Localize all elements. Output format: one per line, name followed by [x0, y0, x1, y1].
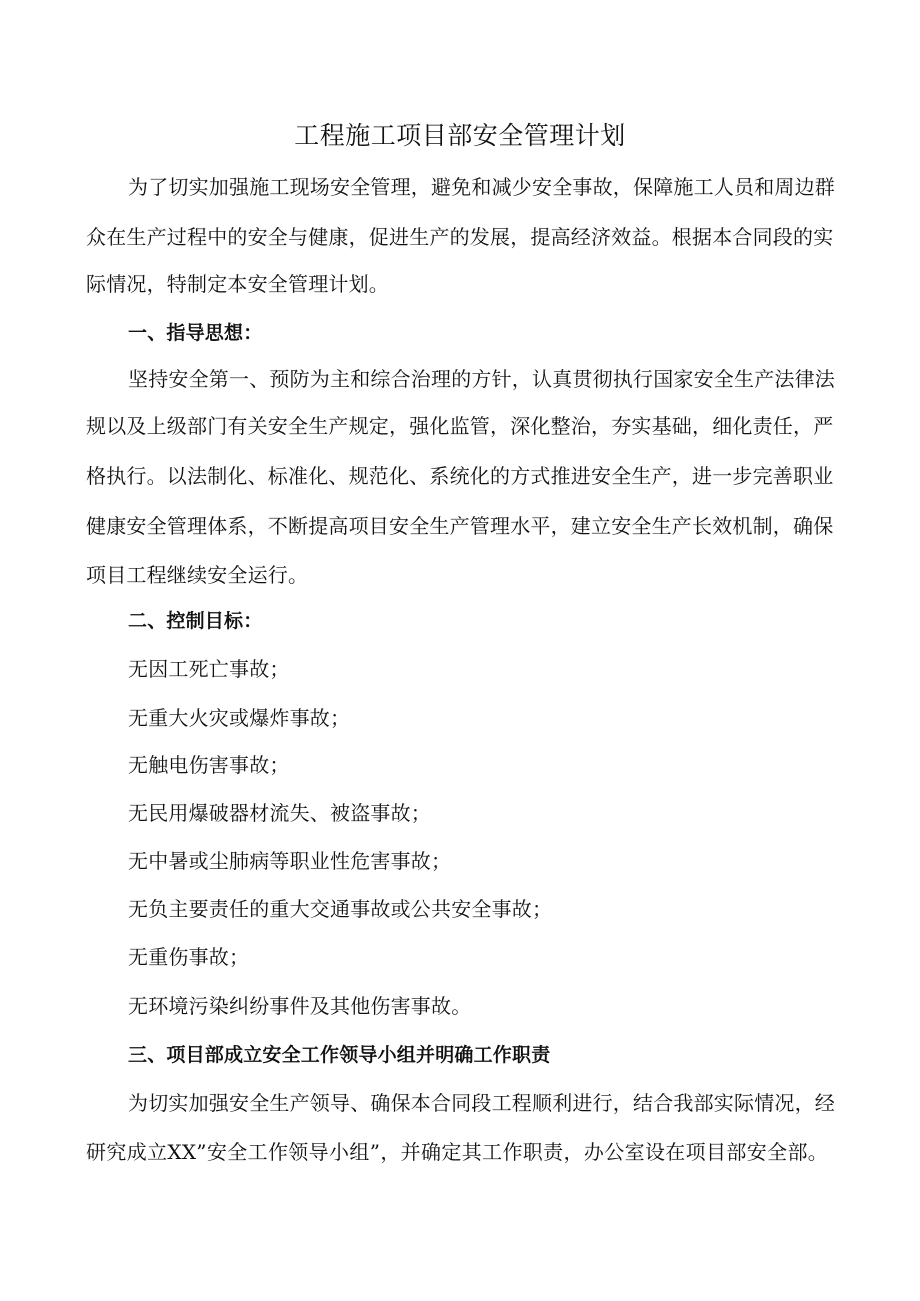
- section-1-line-4: 健康安全管理体系，不断提高项目安全生产管理水平，建立安全生产长效机制，确保: [86, 514, 834, 538]
- goal-item: 无重伤事故；: [128, 945, 250, 969]
- section-3-line-2: 研究成立XX”安全工作领导小组”，并确定其工作职责，办公室设在项目部安全部。: [86, 1140, 828, 1164]
- goal-item: 无重大火灾或爆炸事故；: [128, 706, 351, 730]
- document-title: 工程施工项目部安全管理计划: [294, 121, 626, 150]
- goal-item: 无负主要责任的重大交通事故或公共安全事故；: [128, 897, 553, 921]
- intro-line-1: 为了切实加强施工现场安全管理，避免和减少安全事故，保障施工人员和周边群: [128, 175, 835, 199]
- section-2-heading: 二、控制目标：: [128, 610, 263, 632]
- section-1-line-3: 格执行。以法制化、标准化、规范化、系统化的方式推进安全生产，进一步完善职业: [86, 464, 834, 488]
- section-3-heading: 三、项目部成立安全工作领导小组并明确工作职责: [128, 1044, 551, 1066]
- section-1-heading: 一、指导思想：: [128, 322, 263, 344]
- goal-item: 无因工死亡事故；: [128, 657, 290, 681]
- section-1-line-5: 项目工程继续安全运行。: [86, 563, 309, 587]
- goal-item: 无中暑或尘肺病等职业性危害事故；: [128, 849, 452, 873]
- section-1-line-1: 坚持安全第一、预防为主和综合治理的方针，认真贯彻执行国家安全生产法律法: [128, 367, 835, 391]
- section-3-line-1: 为切实加强安全生产领导、确保本合同段工程顺利进行，结合我部实际情况，经: [128, 1091, 835, 1115]
- goal-item: 无民用爆破器材流失、被盗事故；: [128, 801, 431, 825]
- intro-line-2: 众在生产过程中的安全与健康，促进生产的发展，提高经济效益。根据本合同段的实: [86, 225, 834, 249]
- goal-item: 无环境污染纠纷事件及其他伤害事故。: [128, 994, 472, 1018]
- section-1-line-2: 规以及上级部门有关安全生产规定，强化监管，深化整治，夯实基础，细化责任，严: [86, 414, 834, 438]
- goal-item: 无触电伤害事故；: [128, 753, 290, 777]
- intro-line-3: 际情况，特制定本安全管理计划。: [86, 272, 389, 296]
